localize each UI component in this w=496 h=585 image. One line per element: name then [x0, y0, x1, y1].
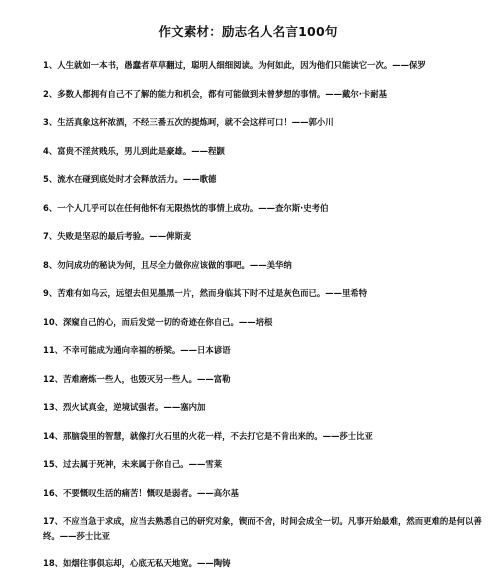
quote-item: 6、一个人几乎可以在任何他怀有无限热忱的事情上成功。——查尔斯·史考伯: [43, 202, 329, 213]
quote-item: 11、不幸可能成为通向幸福的桥梁。——日本谚语: [43, 345, 231, 355]
quote-item: 13、烈火试真金，逆境试强者。——塞内加: [43, 402, 206, 412]
quote-item: 15、过去属于死神，未来属于你自己。——雪莱: [43, 459, 223, 469]
quote-item: 18、如烟往事俱忘却，心底无私天地宽。——陶铸: [43, 558, 231, 568]
quote-item: 17、不应当急于求成，应当去熟悉自己的研究对象，锲而不舍，时间会成全一切。凡事开始最难，然而更难的是何以善终。——莎士比亚: [43, 516, 482, 541]
document-title: 作文素材：励志名人名言100句: [158, 24, 338, 39]
quote-item: 7、失败是坚忍的最后考验。——俾斯麦: [43, 231, 192, 241]
quote-item: 8、勿问成功的秘诀为何，且尽全力做你应该做的事吧。——美华纳: [43, 259, 292, 270]
quote-item: 10、深窥自己的心，而后发觉一切的奇迹在你自己。——培根: [43, 316, 273, 327]
quote-item: 3、生活真象这杯浓酒，不经三番五次的提炼呵，就不会这样可口！——郭小川: [43, 117, 334, 127]
quote-item: 4、富贵不淫贫贱乐，男儿到此是豪雄。——程颢: [43, 145, 225, 156]
quote-item: 14、那脑袋里的智慧，就像打火石里的火花一样，不去打它是不肯出来的。——莎士比亚: [43, 430, 373, 441]
quote-list: [43, 58, 483, 585]
quote-item: 1、人生就如一本书，愚蠢者草草翻过，聪明人细细阅读。为何如此，因为他们只能读它一次。——保罗: [43, 60, 426, 70]
quote-item: 9、苦难有如乌云，远望去但见墨黑一片，然而身临其下时不过是灰色而已。——里希特: [43, 288, 368, 298]
quote-item: 5、流水在碰到底处时才会释放活力。——歌德: [43, 174, 217, 184]
quote-item: 2、多数人都拥有自己不了解的能力和机会，都有可能做到未曾梦想的事情。——戴尔·卡耐基: [43, 88, 388, 99]
quote-item: 12、苦难磨炼一些人，也毁灭另一些人。——富勒: [43, 373, 231, 384]
quote-item: 16、不要慨叹生活的痛苦！慨叹是弱者。——高尔基: [43, 487, 239, 498]
